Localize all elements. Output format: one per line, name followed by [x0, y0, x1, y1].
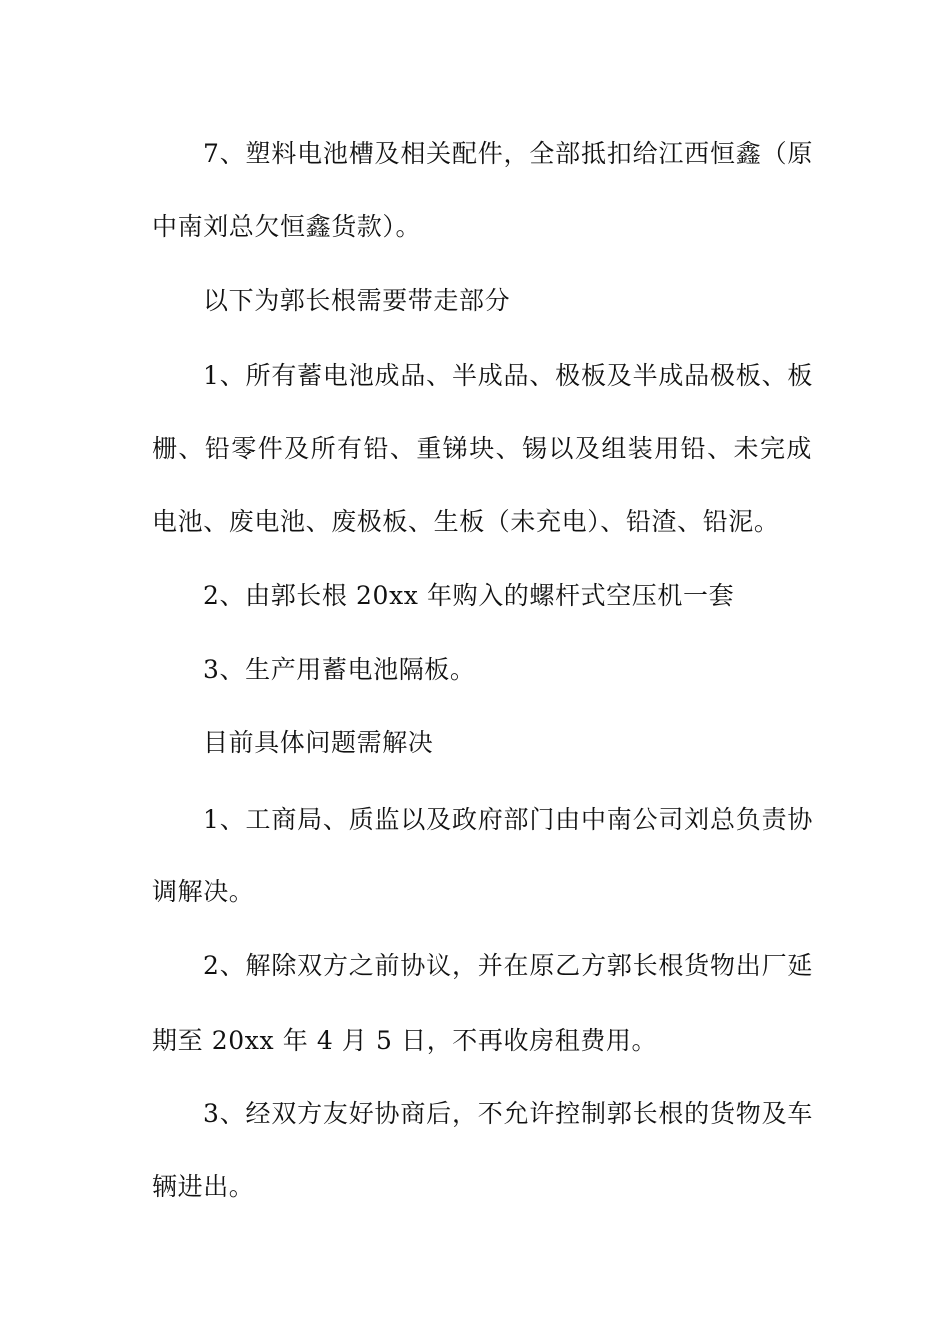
paragraph-line: 电池、废电池、废极板、生板（未充电）、铅渣、铅泥。	[152, 507, 780, 536]
section-heading: 以下为郭长根需要带走部分	[203, 286, 511, 315]
paragraph-line: 中南刘总欠恒鑫货款）。	[152, 212, 422, 241]
paragraph-line: 辆进出。	[152, 1172, 255, 1201]
paragraph-line: 2、由郭长根 20xx 年购入的螺杆式空压机一套	[203, 581, 735, 610]
paragraph-line: 调解决。	[152, 877, 255, 906]
paragraph-line: 3、经双方友好协商后，不允许控制郭长根的货物及车	[203, 1099, 813, 1128]
section-heading: 目前具体问题需解决	[203, 728, 434, 757]
paragraph-line: 期至 20xx 年 4 月 5 日，不再收房租费用。	[152, 1026, 658, 1055]
paragraph-line: 3、生产用蓄电池隔板。	[203, 655, 476, 684]
paragraph-line: 2、解除双方之前协议，并在原乙方郭长根货物出厂延	[203, 951, 813, 980]
paragraph-line: 1、所有蓄电池成品、半成品、极板及半成品极板、板	[203, 361, 813, 390]
paragraph-line: 1、工商局、质监以及政府部门由中南公司刘总负责协	[203, 805, 813, 834]
paragraph-line: 栅、铅零件及所有铅、重锑块、锡以及组装用铅、未完成	[152, 434, 812, 463]
paragraph-line: 7、塑料电池槽及相关配件，全部抵扣给江西恒鑫（原	[203, 139, 813, 168]
